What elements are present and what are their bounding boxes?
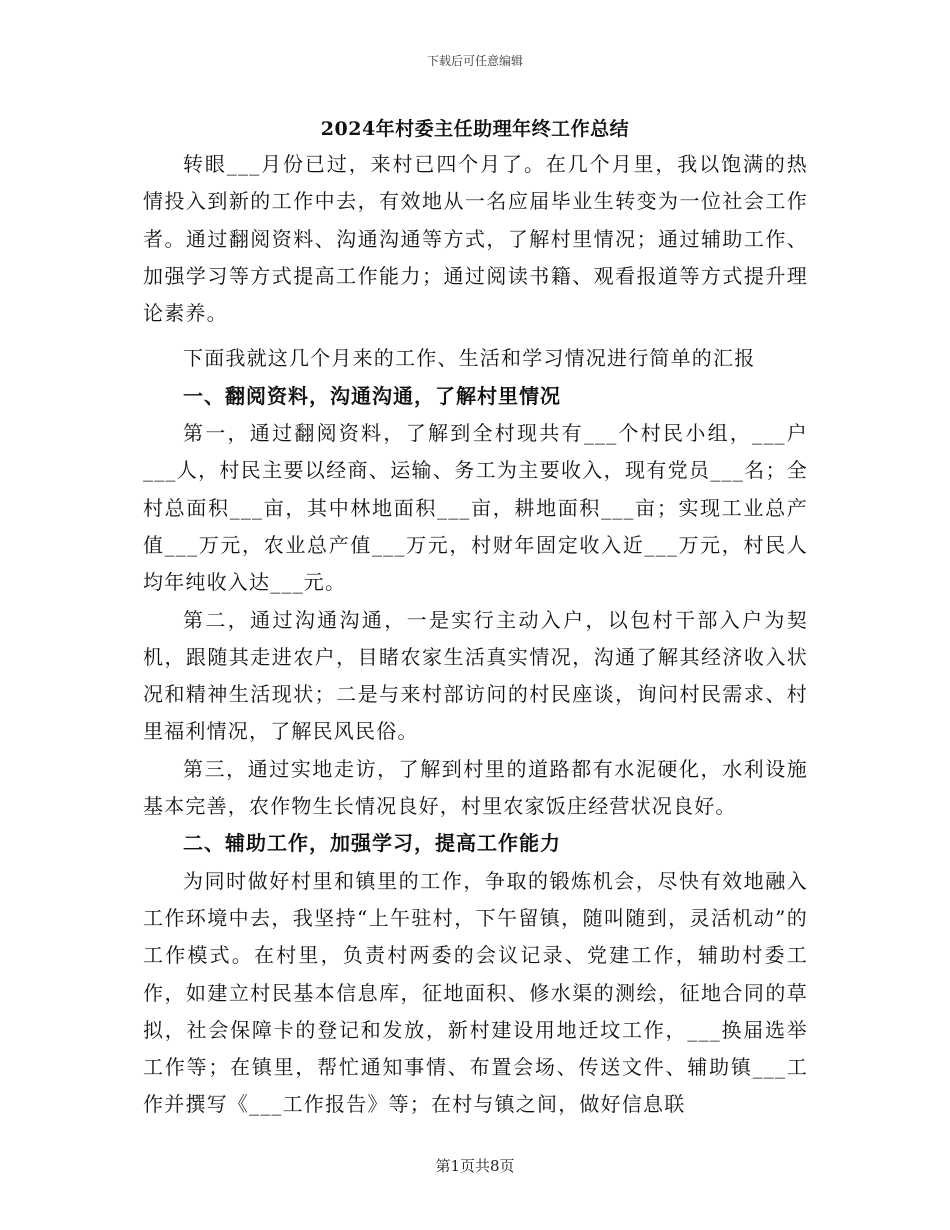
section-heading-2: 二、辅助工作，加强学习，提高工作能力 [183, 831, 561, 856]
page-footer: 第1页共8页 [435, 1157, 515, 1175]
document-body [143, 146, 808, 1124]
paragraph-report-lead: 下面我就这几个月来的工作、生活和学习情况进行简单的汇报 [183, 346, 756, 371]
header-note: 下载后可任意编辑 [426, 54, 523, 68]
paragraph-first: 第一，通过翻阅资料，了解到全村现共有___个村民小组，___户___人，村民主要以经商、运输、务工为主要收入，现有党员___名；全村总面积___亩，其中林地面积___亩，耕地面积___亩；实现工业总产值___万元，农业总产值___万元，村财年固定收入近___万元，村民人均年纯收入达___元。 [143, 421, 808, 595]
paragraph-second: 第二，通过沟通沟通，一是实行主动入户，以包村干部入户为契机，跟随其走进农户，目睹农家生活真实情况，沟通了解其经济收入状况和精神生活现状；二是与来村部访问的村民座谈，询问村民需求、村里福利情况，了解民风民俗。 [143, 607, 808, 744]
paragraph-work: 为同时做好村里和镇里的工作，争取的锻炼机会，尽快有效地融入工作环境中去，我坚持“上午驻村，下午留镇，随叫随到，灵活机动”的工作模式。在村里，负责村两委的会议记录、党建工作，辅助村委工作，如建立村民基本信息库，征地面积、修水渠的测绘，征地合同的草拟，社会保障卡的登记和发放，新村建设用地迁坟工作，___换届选举工作等；在镇里，帮忙通知事情、布置会场、传送文件、辅助镇___工作并撰写《___工作报告》等；在村与镇之间，做好信息联 [143, 868, 808, 1117]
section-heading-1: 一、翻阅资料，沟通沟通，了解村里情况 [183, 383, 561, 408]
paragraph-intro: 转眼___月份已过，来村已四个月了。在几个月里，我以饱满的热情投入到新的工作中去，有效地从一名应届毕业生转变为一位社会工作者。通过翻阅资料、沟通沟通等方式，了解村里情况；通过辅助工作、加强学习等方式提高工作能力；通过阅读书籍、观看报道等方式提升理论素养。 [143, 152, 808, 326]
document-title: 2024年村委主任助理年终工作总结 [320, 118, 630, 140]
paragraph-third: 第三，通过实地走访，了解到村里的道路都有水泥硬化，水利设施基本完善，农作物生长情况良好，村里农家饭庄经营状况良好。 [143, 756, 808, 819]
